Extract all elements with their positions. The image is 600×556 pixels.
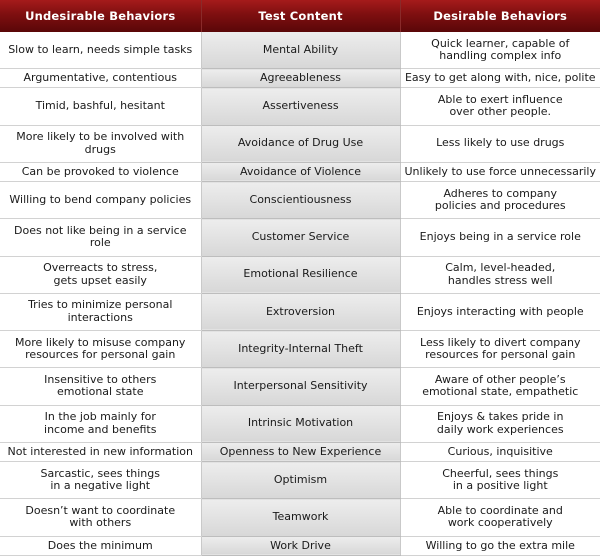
table-row <box>0 125 600 162</box>
test-content-cell: Optimism <box>201 462 400 499</box>
table-row <box>0 69 600 88</box>
table-row <box>0 442 600 461</box>
header-row <box>0 0 600 32</box>
undesirable-behavior-cell: Timid, bashful, hesitant <box>0 88 201 125</box>
test-content-cell: Extroversion <box>201 293 400 330</box>
test-content-cell: Work Drive <box>201 536 400 555</box>
header-test-content: Test Content <box>201 0 400 32</box>
desirable-behavior-cell: Less likely to use drugs <box>400 125 600 162</box>
undesirable-behavior-cell: Slow to learn, needs simple tasks <box>0 32 201 69</box>
test-content-cell: Agreeableness <box>201 69 400 88</box>
desirable-behavior-cell: Adheres to company policies and procedures <box>400 182 600 219</box>
table-row <box>0 536 600 555</box>
desirable-behavior-cell: Curious, inquisitive <box>400 442 600 461</box>
table-row <box>0 368 600 405</box>
test-content-cell: Openness to New Experience <box>201 442 400 461</box>
desirable-behavior-cell: Unlikely to use force unnecessarily <box>400 162 600 181</box>
table-header <box>0 0 600 32</box>
table-row <box>0 331 600 368</box>
test-content-cell: Integrity-Internal Theft <box>201 331 400 368</box>
desirable-behavior-cell: Quick learner, capable of handling complex info <box>400 32 600 69</box>
desirable-behavior-cell: Calm, level-headed, handles stress well <box>400 256 600 293</box>
desirable-behavior-cell: Enjoys being in a service role <box>400 219 600 256</box>
table-row <box>0 293 600 330</box>
table-row <box>0 162 600 181</box>
desirable-behavior-cell: Enjoys interacting with people <box>400 293 600 330</box>
test-content-cell: Avoidance of Violence <box>201 162 400 181</box>
undesirable-behavior-cell: More likely to misuse company resources for personal gain <box>0 331 201 368</box>
test-content-cell: Conscientiousness <box>201 182 400 219</box>
desirable-behavior-cell: Cheerful, sees things in a positive light <box>400 462 600 499</box>
undesirable-behavior-cell: More likely to be involved with drugs <box>0 125 201 162</box>
table-row <box>0 499 600 536</box>
undesirable-behavior-cell: Not interested in new information <box>0 442 201 461</box>
table-row <box>0 405 600 442</box>
table-row <box>0 462 600 499</box>
undesirable-behavior-cell: In the job mainly for income and benefits <box>0 405 201 442</box>
undesirable-behavior-cell: Overreacts to stress, gets upset easily <box>0 256 201 293</box>
desirable-behavior-cell: Able to coordinate and work cooperatively <box>400 499 600 536</box>
table-row <box>0 88 600 125</box>
test-content-cell: Interpersonal Sensitivity <box>201 368 400 405</box>
undesirable-behavior-cell: Does not like being in a service role <box>0 219 201 256</box>
undesirable-behavior-cell: Willing to bend company policies <box>0 182 201 219</box>
test-content-cell: Avoidance of Drug Use <box>201 125 400 162</box>
table-row <box>0 32 600 69</box>
table-row <box>0 256 600 293</box>
test-content-cell: Teamwork <box>201 499 400 536</box>
desirable-behavior-cell: Able to exert influence over other people. <box>400 88 600 125</box>
test-content-cell: Intrinsic Motivation <box>201 405 400 442</box>
test-content-cell: Mental Ability <box>201 32 400 69</box>
table-row <box>0 219 600 256</box>
desirable-behavior-cell: Less likely to divert company resources for personal gain <box>400 331 600 368</box>
undesirable-behavior-cell: Argumentative, contentious <box>0 69 201 88</box>
header-undesirable: Undesirable Behaviors <box>0 0 201 32</box>
undesirable-behavior-cell: Does the minimum <box>0 536 201 555</box>
table-body <box>0 32 600 556</box>
desirable-behavior-cell: Willing to go the extra mile <box>400 536 600 555</box>
undesirable-behavior-cell: Tries to minimize personal interactions <box>0 293 201 330</box>
undesirable-behavior-cell: Insensitive to others emotional state <box>0 368 201 405</box>
test-content-cell: Customer Service <box>201 219 400 256</box>
test-content-cell: Assertiveness <box>201 88 400 125</box>
desirable-behavior-cell: Enjoys & takes pride in daily work experiences <box>400 405 600 442</box>
header-desirable: Desirable Behaviors <box>400 0 600 32</box>
table-row <box>0 182 600 219</box>
undesirable-behavior-cell: Sarcastic, sees things in a negative light <box>0 462 201 499</box>
desirable-behavior-cell: Easy to get along with, nice, polite <box>400 69 600 88</box>
undesirable-behavior-cell: Doesn’t want to coordinate with others <box>0 499 201 536</box>
desirable-behavior-cell: Aware of other people’s emotional state, empathetic <box>400 368 600 405</box>
undesirable-behavior-cell: Can be provoked to violence <box>0 162 201 181</box>
test-content-cell: Emotional Resilience <box>201 256 400 293</box>
